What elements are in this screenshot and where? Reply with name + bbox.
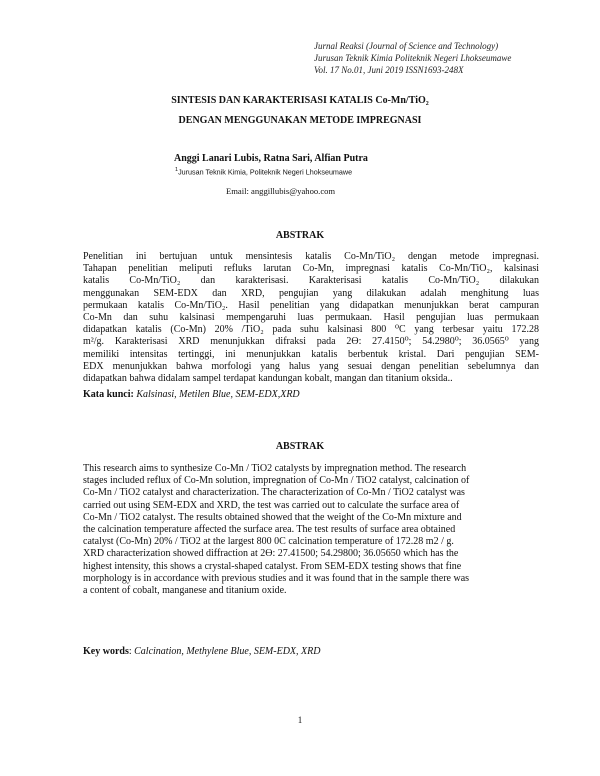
- abstract-line: a content of cobalt, manganese and titanium oxide.: [83, 584, 287, 596]
- abstract-line: the calcination temperature affected the surface area. The test results of surface area obtained: [83, 523, 456, 535]
- journal-department: Jurusan Teknik Kimia Politeknik Negeri Lhokseumawe: [314, 53, 512, 63]
- authors: Anggi Lanari Lubis, Ratna Sari, Alfian Putra: [174, 153, 368, 164]
- paper-title-line-2: DENGAN MENGGUNAKAN METODE IMPREGNASI: [178, 115, 422, 126]
- abstrak-line: memiliki intensitas tertinggi, ini menunjukkan katalis berbentuk kristal. Dari pengujian SEM-: [83, 348, 539, 360]
- abstract-line: catalyst (Co-Mn) 20% / TiO2 at the largest 800 0C calcination temperature of 172.28 m2 / g.: [83, 536, 454, 548]
- abstract-line: morphology is in accordance with previous studies and it was found that in the sample there was: [83, 572, 470, 584]
- key-words-colon: :: [128, 646, 135, 657]
- abstrak-line: katalis Co-Mn/TiO₂ dan karakterisasi. Karakterisasi katalis Co-Mn/TiO₂ dilakukan: [83, 275, 539, 287]
- journal-header: [314, 40, 511, 76]
- abstrak-line: menggunakan SEM-EDX dan XRD, pengujian yang dilakukan adalah menghitung luas: [83, 287, 539, 299]
- affiliation-text: Jurusan Teknik Kimia, Politeknik Negeri Lhokseumawe: [178, 167, 353, 177]
- abstract-line: This research aims to synthesize Co-Mn / TiO2 catalysts by impregnation method. The research: [83, 463, 467, 474]
- abstrak-line: Tahapan penelitian meliputi refluks larutan Co-Mn, impregnasi katalis Co-Mn/TiO₂, kalsinasi: [83, 263, 539, 275]
- kata-kunci: [83, 389, 300, 400]
- abstract-line: Co-Mn / TiO2 catalyst. The results obtained showed that the weight of the Co-Mn mixture and: [83, 511, 462, 523]
- abstract-line: highest intensity, this shows a crystal-shaped catalyst. From SEM-EDX testing shows that fine: [83, 560, 462, 572]
- abstract-line: stages included reflux of Co-Mn solution, impregnation of Co-Mn / TiO2 catalyst, calcination of: [83, 475, 470, 487]
- key-words: [83, 646, 320, 657]
- abstract-heading: ABSTRAK: [275, 441, 325, 452]
- abstrak-line: didapatkan katalis (Co-Mn) 20% /TiO₂ pada suhu kalsinasi 800 ⁰C yang terbesar yaitu 172.28: [83, 324, 539, 336]
- affiliation: [175, 167, 352, 176]
- abstrak-heading: ABSTRAK: [275, 230, 325, 241]
- journal-name: Jurnal Reaksi (Journal of Science and Technology): [314, 41, 499, 51]
- email: Email: anggillubis@yahoo.com: [226, 186, 336, 196]
- abstrak-line: EDX menunjukkan bahwa morfologi yang halus yang sesuai dengan penelitian sebelumnya dan: [83, 360, 539, 372]
- kata-kunci-label: Kata kunci:: [83, 389, 134, 400]
- affiliation-mark: 1: [175, 167, 179, 173]
- page-number: 1: [297, 715, 303, 725]
- key-words-label: Key words: [83, 646, 129, 657]
- journal-volume: Vol. 17 No.01, Juni 2019 ISSN1693-248X: [314, 65, 464, 75]
- abstract-line: Co-Mn / TiO2 catalyst and characterization. The characterization of Co-Mn / TiO2 catalyst was: [83, 487, 465, 499]
- abstract-line: XRD characterization showed diffraction at 2Ɵ: 27.41500; 54.29800; 36.05650 which has the: [83, 548, 459, 560]
- abstract-body: [83, 463, 539, 597]
- abstrak-line: Penelitian ini bertujuan untuk mensintesis katalis Co-Mn/TiO₂ dengan metode impregnasi.: [83, 251, 539, 262]
- kata-kunci-list: Kalsinasi, Metilen Blue, SEM-EDX,XRD: [136, 389, 300, 400]
- abstrak-body: [83, 251, 539, 385]
- key-words-list: Calcination, Methylene Blue, SEM-EDX, XRD: [134, 646, 321, 657]
- abstrak-line: Co-Mn dan suhu kalsinasi mempengaruhi luas permukaan. Hasil pengujian luas permukaan: [83, 311, 539, 323]
- abstract-line: carried out using SEM-EDX and XRD, the test was carried out to calculate the surface area of: [83, 499, 460, 511]
- abstrak-line: didapatkan bahwa didalam sampel terdapat kandungan kobalt, mangan dan titanium oksida..: [83, 372, 453, 384]
- abstrak-line: permukaan katalis Co-Mn/TiO₂. Hasil penelitian yang didapatkan menunjukkan berat campuran: [83, 299, 539, 311]
- abstrak-line: m²/g. Karakterisasi XRD menunjukkan difraksi pada 2Ɵ: 27.4150⁰; 54.2980⁰; 36.0565⁰ yang: [83, 336, 539, 348]
- paper-title-line-1: SINTESIS DAN KARAKTERISASI KATALIS Co-Mn/TiO₂: [171, 95, 429, 106]
